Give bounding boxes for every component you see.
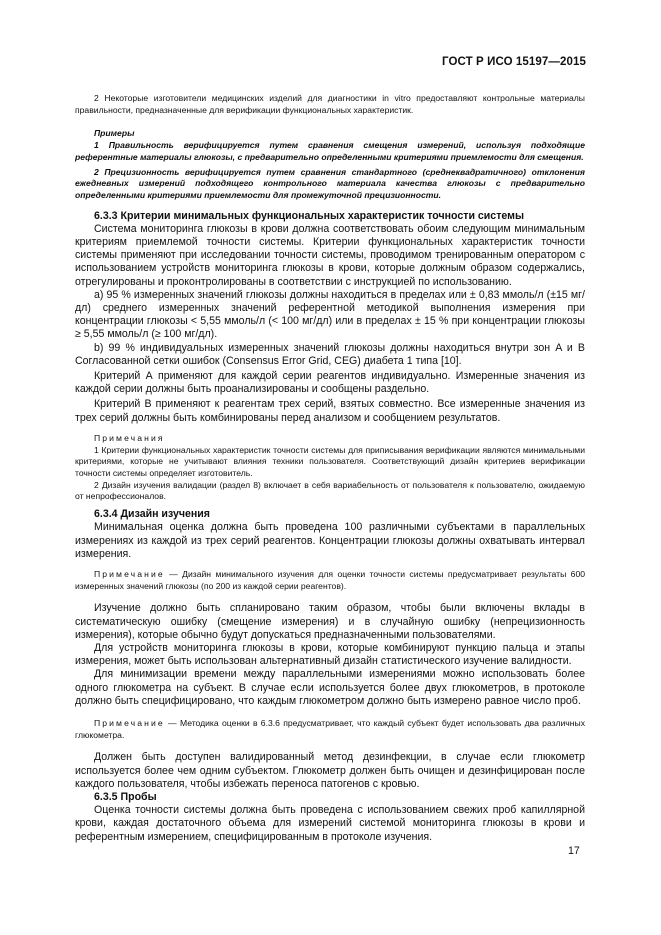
criterion-b: b) 99 % индивидуальных измеренных значений глюкозы должны находиться внутри зон A и B Согласованной сетки ошибок (Consensus Error Grid, CEG) диабета 1 типа [10]. [75,341,585,367]
section-6-3-3-paragraph-1: Система мониторинга глюкозы в крови должна соответствовать обоим следующим минимальным критериям приемлемой точности системы. Критерии функциональных характеристик точности системы применяют при исследовании точности системы, проводимом тренированным оператором с использованием устройств мониторинга глюкозы в крови, которые должным образом содержались, отрегулированы и проконтролированы в соответствии с инструкцией по использованию. [75,222,585,288]
section-6-3-4-paragraph-5: Должен быть доступен валидированный метод дезинфекции, в случае если глюкометр используется более чем одним субъектом. Глюкометр должен быть очищен и дезинфицирован после каждого пользователя, чтобы избежать переноса патогенов с кровью. [75,751,585,790]
section-6-3-5-paragraph-1: Оценка точности системы должна быть проведена с использованием свежих проб капиллярной крови, каждая достаточного объема для измерений системой мониторинга глюкозы в крови и референтным измерением, специфицированным в протоколе изучения. [75,804,585,843]
notes-heading: Примечания [94,432,165,443]
criterion-a-application: Критерий А применяют для каждой серии реагентов индивидуально. Измеренные значения из каждой серии должны быть проанализированы и сообщены раздельно. [75,370,585,396]
criterion-a: а) 95 % измеренных значений глюкозы должны находиться в пределах или ± 0,83 ммоль/л (±15 мг/дл) среднего измеренных значений референтной методикой выполнения измерения при концентрации глюкозы < 5,55 ммоль/л (< 100 мг/дл) или в пределах ± 15 % при концентрации глюкозы ≥ 5,55 ммоль/л (≥ 100 мг/дл). [75,288,585,341]
section-6-3-4-paragraph-4: Для минимизации времени между параллельными измерениями можно использовать более одного глюкометра на субъект. В случае если используется более двух глюкометров, в протоколе должно быть специфицировано, что каждым глюкометром должно быть измерено равное число проб. [75,668,585,707]
examples-heading: Примеры [94,128,135,139]
example-1: 1 Правильность верифицируется путем сравнения смещения измерений, используя подходящие референтные материалы глюкозы, с предварительно определенными критериями приемлемости для смещения. [75,140,585,162]
note-in-vitro: 2 Некоторые изготовители медицинских изделий для диагностики in vitro предоставляют контрольные материалы правильности, предназначенные для верификации функциональных характеристик. [75,93,585,115]
section-6-3-5-heading: 6.3.5 Пробы [94,790,157,803]
note-text: — Дизайн минимального изучения для оценки точности системы предусматривает результаты 600 измеренных значений глюкозы (по 200 из каждой серии реагентов). [75,568,585,591]
section-6-3-3-heading: 6.3.3 Критерии минимальных функциональных характеристик точности системы [94,209,525,222]
note-1: 1 Критерии функциональных характеристик точности системы для приписывания верификации являются минимальными критериями, которые не учитывают влияния техники пользователя. Соответствующий дизайн критериев верификации точности системы определяет изготовитель. [75,444,585,478]
note-label: Примечание [94,568,165,579]
note-text: — Методика оценки в 6.3.6 предусматривает, что каждый субъект будет использовать два различных глюкометра. [75,717,585,740]
page-number: 17 [568,845,580,857]
section-6-3-4-heading: 6.3.4 Дизайн изучения [94,508,210,521]
section-6-3-4-paragraph-1: Минимальная оценка должна быть проведена 100 различными субъектами в параллельных измерениях из каждой из трех серий реагентов. Концентрации глюкозы должны охватывать интервал измерения. [75,521,585,560]
page-content [75,93,585,844]
note-method-6-3-6 [75,718,585,741]
section-6-3-4-paragraph-2: Изучение должно быть спланировано таким образом, чтобы были включены вклады в систематическую ошибку (смещение измерения) и в случайную ошибку (непрецизионность измерения), которые обычно будут допускаться предназначенными пользователями. [75,602,585,641]
note-label: Примечание [94,717,165,728]
note-minimal-design [75,569,585,592]
example-2: 2 Прецизионность верифицируется путем сравнения стандартного (среднеквадратичного) отклонения ежедневных измерений подходящего контрольного материала качества глюкозы с предварительно определенными критериями приемлемости для промежуточной прецизионности. [75,166,585,200]
criterion-b-application: Критерий B применяют к реагентам трех серий, взятых совместно. Все измеренные значения из трех серий должны быть комбинированы перед анализом и сообщением результатов. [75,398,585,424]
note-2: 2 Дизайн изучения валидации (раздел 8) включает в себя вариабельность от пользователя к пользователю, ожидаемую от непрофессионалов. [75,479,585,502]
document-id: ГОСТ Р ИСО 15197—2015 [441,56,586,68]
section-6-3-4-paragraph-3: Для устройств мониторинга глюкозы в крови, которые комбинируют пункцию пальца и этапы измерения, может быть использован альтернативный дизайн статистического изучение валидности. [75,641,585,668]
